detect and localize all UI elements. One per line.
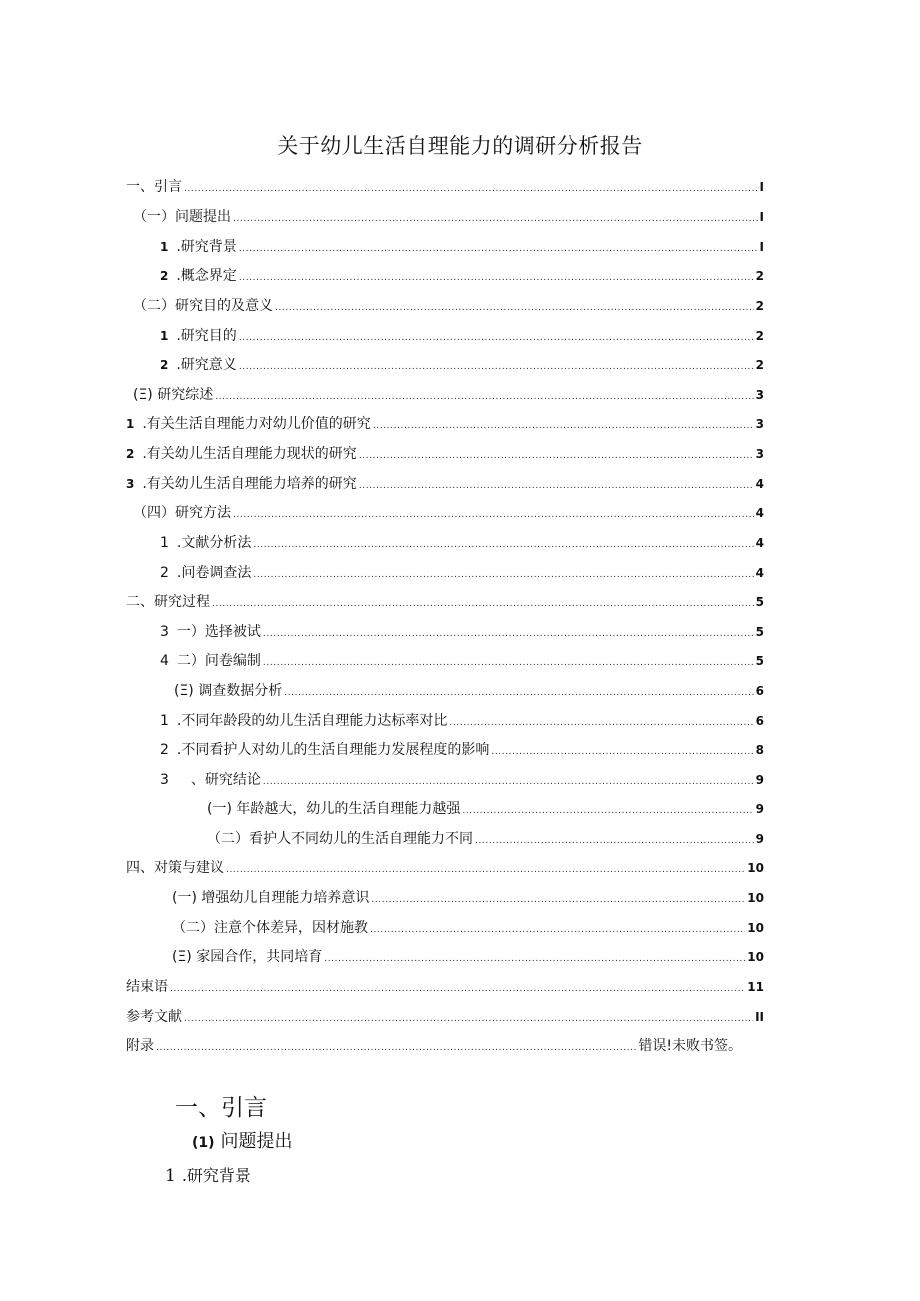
toc-entry-text: .有关生活自理能力对幼儿价值的研究: [142, 416, 371, 432]
toc-entry-number: 1: [160, 535, 169, 551]
toc-leader-dots: [324, 947, 745, 967]
toc-entry-text: .有关幼儿生活自理能力现状的研究: [142, 446, 357, 462]
toc-entry[interactable]: [133, 207, 764, 227]
toc-entry-label: [126, 474, 359, 494]
toc-entry[interactable]: [160, 355, 764, 375]
toc-entry[interactable]: [126, 1036, 742, 1056]
toc-entry-label: [160, 770, 263, 790]
toc-entry-page: I: [759, 210, 764, 224]
toc-leader-dots: [263, 622, 754, 642]
toc-leader-dots: [239, 326, 754, 346]
toc-leader-dots: [275, 296, 754, 316]
toc-entry[interactable]: [160, 651, 764, 671]
toc-leader-dots: [239, 355, 754, 375]
toc-entry-page: 3: [755, 447, 764, 461]
toc-leader-dots: [449, 711, 753, 731]
toc-entry-label: [160, 355, 239, 375]
toc-entry-label: [160, 266, 239, 286]
toc-entry-page: 10: [747, 921, 764, 935]
toc-entry-number: 3: [160, 624, 169, 640]
toc-entry-label: (一) 年龄越大，幼儿的生活自理能力越强: [207, 801, 461, 817]
toc-entry[interactable]: [133, 503, 764, 523]
toc-entry-text: .不同年龄段的幼儿生活自理能力达标率对比: [176, 713, 448, 729]
toc-entry-label: [160, 533, 253, 553]
toc-entry-label: (Ξ) 家园合作，共同培育: [172, 949, 323, 965]
toc-leader-dots: [359, 444, 754, 464]
toc-entry-page: 5: [755, 654, 764, 668]
toc-leader-dots: [253, 533, 753, 553]
document-title: 关于幼儿生活自理能力的调研分析报告: [277, 134, 643, 158]
toc-entry-page: 2: [755, 358, 764, 372]
toc-entry-text: .研究背景: [176, 239, 237, 255]
section-heading-3: [165, 1163, 251, 1186]
toc-leader-dots: [170, 977, 745, 997]
toc-entry-label: （四）研究方法: [133, 505, 231, 521]
toc-leader-dots: [371, 888, 745, 908]
toc-entry-page: II: [755, 1010, 764, 1024]
toc-leader-dots: [263, 770, 754, 790]
toc-entry-label: [160, 622, 263, 642]
toc-entry-label: （二）研究目的及意义: [133, 298, 273, 314]
toc-entry-text: .不同看护人对幼儿的生活自理能力发展程度的影响: [176, 742, 490, 758]
toc-entry[interactable]: [126, 858, 764, 878]
section-heading-2-number: (1): [192, 1135, 215, 1151]
section-heading-3-number: 1: [165, 1166, 176, 1186]
toc-leader-dots: [212, 592, 754, 612]
toc-entry-text: .文献分析法: [176, 535, 252, 551]
toc-entry-page: 2: [755, 299, 764, 313]
toc-entry-number: 4: [160, 653, 169, 669]
toc-entry-page: 3: [755, 417, 764, 431]
toc-leader-dots: [359, 474, 754, 494]
toc-entry-page: 9: [755, 832, 764, 846]
toc-entry[interactable]: [126, 592, 764, 612]
toc-entry-label: [160, 563, 253, 583]
section-heading-2-text: 问题提出: [220, 1131, 293, 1152]
toc-entry[interactable]: [172, 918, 764, 938]
toc-entry-page: 2: [755, 269, 764, 283]
toc-leader-dots: [239, 266, 754, 286]
toc-entry-label: [160, 711, 449, 731]
toc-leader-dots: [370, 918, 745, 938]
toc-entry-label: 附录: [126, 1038, 154, 1054]
toc-entry[interactable]: [126, 1007, 764, 1027]
toc-leader-dots: [156, 1036, 636, 1056]
toc-entry-label: （二）看护人不同幼儿的生活自理能力不同: [207, 831, 473, 847]
toc-entry-number: 3: [126, 477, 135, 491]
toc-entry-page: 5: [755, 625, 764, 639]
toc-entry-page: 10: [747, 950, 764, 964]
toc-entry-label: 参考文献: [126, 1009, 182, 1025]
toc-entry-label: (Ξ) 调查数据分析: [174, 683, 283, 699]
toc-entry-label: [126, 414, 373, 434]
toc-entry-page: 10: [747, 861, 764, 875]
toc-entry-text: .有关幼儿生活自理能力培养的研究: [142, 476, 357, 492]
toc-entry[interactable]: [133, 385, 764, 405]
toc-leader-dots: [184, 177, 758, 197]
toc-entry-number: 2: [160, 742, 169, 758]
toc-entry-page: 4: [755, 566, 764, 580]
toc-entry[interactable]: [172, 947, 764, 967]
toc-entry[interactable]: [126, 177, 764, 197]
toc-entry-label: [160, 651, 263, 671]
toc-entry-label: （一）问题提出: [133, 209, 231, 225]
toc-entry-page: 6: [755, 684, 764, 698]
toc-entry-text: .概念界定: [176, 268, 237, 284]
toc-entry-page: 5: [755, 595, 764, 609]
toc-entry-page: 错误!未败书签。: [638, 1038, 742, 1054]
toc-entry-text: .问卷调查法: [176, 565, 252, 581]
toc-entry[interactable]: [126, 444, 764, 464]
toc-entry-text: 二）问卷编制: [176, 653, 261, 669]
toc-entry-page: 4: [755, 477, 764, 491]
toc-entry[interactable]: [160, 326, 764, 346]
toc-leader-dots: [226, 858, 745, 878]
toc-entry-label: (Ξ) 研究综述: [133, 387, 214, 403]
toc-entry-text: .研究目的: [176, 328, 237, 344]
toc-entry[interactable]: [160, 237, 764, 257]
toc-entry-page: 4: [755, 506, 764, 520]
toc-entry[interactable]: [160, 711, 764, 731]
toc-entry[interactable]: [174, 681, 764, 701]
toc-entry-label: 结束语: [126, 979, 168, 995]
toc-entry-label: （二）注意个体差异，因材施教: [172, 920, 368, 936]
toc-entry-page: 6: [755, 714, 764, 728]
toc-leader-dots: [284, 681, 753, 701]
toc-entry-number: 2: [160, 565, 169, 581]
toc-entry[interactable]: [126, 474, 764, 494]
toc-entry-page: 9: [755, 773, 764, 787]
toc-leader-dots: [233, 207, 758, 227]
toc-entry-page: 9: [755, 802, 764, 816]
toc-entry[interactable]: [126, 977, 764, 997]
toc-leader-dots: [253, 563, 753, 583]
toc-entry-number: 3: [160, 772, 169, 788]
toc-leader-dots: [233, 503, 754, 523]
toc-leader-dots: [239, 237, 758, 257]
toc-entry-number: 2: [126, 447, 135, 461]
toc-entry-label: 一、引言: [126, 179, 182, 195]
toc-entry-label: [160, 740, 491, 760]
toc-entry-label: [160, 237, 239, 257]
section-heading-1: 一、引言: [175, 1095, 267, 1121]
toc-entry-number: 2: [160, 358, 169, 372]
toc-entry-page: 3: [755, 388, 764, 402]
toc-entry[interactable]: [160, 533, 764, 553]
toc-entry-page: I: [759, 240, 764, 254]
section-heading-2: [192, 1127, 293, 1153]
toc-entry-number: 1: [160, 713, 169, 729]
toc-entry-number: 1: [160, 240, 169, 254]
toc-entry[interactable]: [160, 622, 764, 642]
toc-entry-page: I: [759, 180, 764, 194]
toc-entry-page: 8: [755, 743, 764, 757]
toc-entry-label: [160, 326, 239, 346]
toc-entry-text: 、研究结论: [190, 772, 261, 788]
toc-entry[interactable]: [133, 296, 764, 316]
toc-entry-page: 2: [755, 329, 764, 343]
toc-entry-number: 1: [160, 329, 169, 343]
section-heading-3-text: .研究背景: [181, 1166, 251, 1185]
toc-leader-dots: [475, 829, 754, 849]
toc-entry[interactable]: [172, 888, 764, 908]
toc-entry-number: 2: [160, 269, 169, 283]
toc-entry-text: .研究意义: [176, 357, 237, 373]
toc-entry[interactable]: [207, 829, 764, 849]
toc-leader-dots: [184, 1007, 753, 1027]
toc-entry[interactable]: [207, 799, 764, 819]
toc-entry[interactable]: [160, 563, 764, 583]
toc-entry[interactable]: [160, 770, 764, 790]
toc-entry-label: [126, 444, 359, 464]
toc-leader-dots: [263, 651, 754, 671]
toc-leader-dots: [462, 799, 753, 819]
toc-entry-label: 二、研究过程: [126, 594, 210, 610]
toc-entry-label: (一) 增强幼儿自理能力培养意识: [172, 890, 370, 906]
toc-entry-page: 10: [747, 891, 764, 905]
toc-entry-label: 四、对策与建议: [126, 860, 224, 876]
toc-entry-page: 4: [755, 536, 764, 550]
toc-entry[interactable]: [160, 266, 764, 286]
toc-entry[interactable]: [126, 414, 764, 434]
toc-entry-page: 11: [747, 980, 764, 994]
toc-leader-dots: [373, 414, 754, 434]
toc-entry[interactable]: [160, 740, 764, 760]
toc-leader-dots: [491, 740, 753, 760]
toc-entry-number: 1: [126, 417, 135, 431]
toc-entry-text: 一）选择被试: [176, 624, 261, 640]
toc-leader-dots: [215, 385, 753, 405]
